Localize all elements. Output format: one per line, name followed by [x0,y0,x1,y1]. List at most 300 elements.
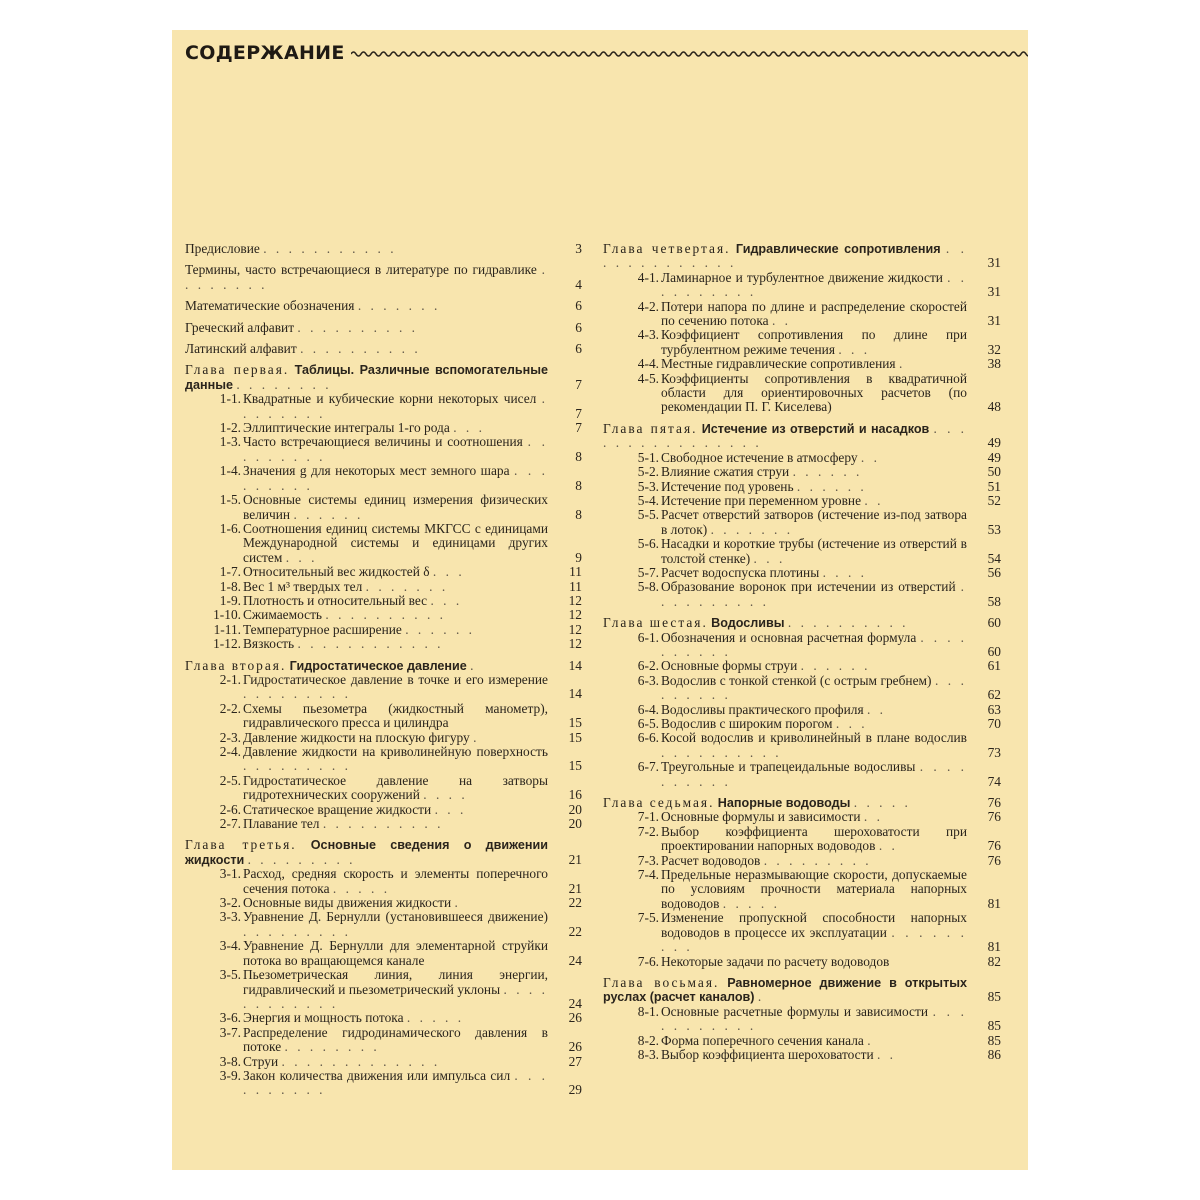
section-number: 6-5. [637,716,659,731]
section-title: Расчет отверстий затворов (истечение из-под затвора в лоток) [661,507,967,537]
section-title: Влияние сжатия струи [661,464,790,480]
toc-entry [185,803,582,817]
dot-leader: . . . . . . . . . . [661,744,782,760]
dot-leader: . . . . [822,564,868,580]
section-number: 7-1. [637,809,659,825]
section-title: Выбор коэффициента шероховатости [661,1046,874,1062]
toc-entry [185,968,582,1011]
page-number: 54 [987,550,1001,566]
dot-leader: . . . . . . . . . . [325,607,446,623]
section-number: 1-8. [219,578,241,594]
page-number: 38 [987,356,1001,372]
chapter-title: Гидравлические сопротивления [735,242,941,256]
toc-entry [603,451,1001,465]
page-number: 7 [575,420,582,436]
toc-entry [185,565,582,579]
page-number: 15 [568,729,582,745]
dot-leader: . . . . . . . . . . [661,759,967,789]
chapter-title: Напорные водоводы [717,796,851,811]
toc-entry [603,480,1001,494]
toc-entry [185,242,582,256]
page-number: 7 [575,376,582,392]
toc-entry [603,508,1001,537]
dot-leader: . [898,356,906,372]
section-title: Расчет водоспуска плотины [661,564,820,580]
dot-leader: . . . . . . . . . . [661,269,967,300]
page-number: 32 [987,341,1001,357]
dot-leader: . . . . . . . . . . [661,629,967,659]
section-number: 1-3. [219,434,241,450]
toc-entry [185,745,582,774]
toc-entry [603,537,1001,566]
toc-entry [603,566,1001,580]
page-number: 8 [575,477,582,493]
section-number: 2-5. [219,772,241,788]
section-title: Расчет водоводов [661,852,761,868]
front-matter-title: Предисловие [185,241,260,256]
page-number: 56 [987,564,1001,580]
toc-entry [185,896,582,910]
page-number: 51 [987,478,1001,494]
section-title: Обозначения и основная расчетная формула [661,629,917,645]
section-title: Водослив с тонкой стенкой (с острым гребнем) [661,672,932,688]
page-number: 8 [575,506,582,522]
section-title: Гидростатическое давление на затворы гидротехнических сооружений [243,772,548,803]
page-number: 86 [987,1046,1001,1062]
toc-entry [603,1048,1001,1062]
section-number: 2-2. [219,700,241,716]
dot-leader: . . [860,449,880,465]
section-number: 1-5. [219,492,241,508]
chapter-title: Равномерное движение в открытых руслах (расчет каналов) [603,975,967,1005]
page-number: 81 [987,939,1001,955]
section-title: Коэффициенты сопротивления в квадратичной области для ориентировочных расчетов (по рекомендации П. Г. Киселева) [661,370,967,415]
section-title: Основные формулы и зависимости [661,809,861,825]
section-title: Плавание тел [243,816,320,832]
toc-entry [603,328,1001,357]
page-number: 22 [568,895,582,911]
page-number: 24 [568,952,582,968]
toc-entry [603,494,1001,508]
page-number: 85 [987,989,1001,1005]
section-title: Сжимаемость [243,607,323,623]
page-number: 11 [569,564,582,580]
toc-entry [603,955,1001,969]
page-number: 31 [987,284,1001,300]
section-number: 1-10. [213,607,241,623]
section-number: 5-7. [637,564,659,580]
section-number: 7-5. [637,910,659,926]
dot-leader: . . . . . . . . . [661,924,967,955]
contents-heading: СОДЕРЖАНИЕ [185,42,345,64]
section-number: 3-7. [219,1024,241,1040]
dot-leader: . . . . . . . . . . . . [243,981,549,1011]
section-title: Основные формы струи [661,658,798,674]
page-number: 6 [575,319,582,335]
dot-leader: . . . [430,592,463,608]
section-title: Косой водослив и криволинейный в плане водослив [661,730,967,746]
toc-entry [185,580,582,594]
dot-leader: . . [878,838,898,854]
toc-entry [185,594,582,608]
toc-chapter-entry [603,616,1001,630]
dot-leader: . . . . . . . . . [243,686,351,702]
page-number: 20 [568,801,582,817]
page-number: 50 [987,464,1001,480]
front-matter-title: Математические обозначения [185,298,355,314]
dot-leader: . . . . . . . . . . . . . [281,1053,441,1069]
page-number: 20 [568,816,582,832]
section-title: Ламинарное и турбулентное движение жидкости [661,269,943,285]
section-title: Водосливы практического профиля [661,701,864,717]
section-number: 5-5. [637,507,659,523]
chapter-label: Глава седьмая. [603,795,715,811]
section-number: 5-2. [637,464,659,480]
section-number: 6-7. [637,759,659,775]
chapter-title: Основные сведения о движении жидкости [185,838,548,867]
section-title: Водослив с широким порогом [661,716,833,731]
chapter-title: Водосливы [711,616,785,631]
toc-entry [603,717,1001,731]
dot-leader: . . . [453,420,485,436]
front-matter-title: Латинский алфавит [185,341,297,357]
section-title: Выбор коэффициента шероховатости при проектировании напорных водоводов [661,823,967,854]
toc-entry [603,465,1001,479]
toc-entry [185,299,582,313]
toc-entry [603,300,1001,329]
toc-chapter-entry [603,976,1001,1005]
dot-leader: . . . . . . . . . [243,923,351,939]
page-number: 60 [987,643,1001,659]
toc-entry [603,760,1001,789]
page-number: 4 [575,276,582,292]
page-number: 3 [575,241,582,256]
page-number: 12 [568,592,582,608]
chapter-title: Гидростатическое давление [289,658,467,673]
section-title: Треугольные и трапецеидальные водосливы [661,759,916,775]
toc-entry [185,939,582,968]
section-title: Часто встречающиеся величины и соотношения [243,434,523,450]
page-number: 31 [987,255,1001,271]
toc-entry [185,522,582,565]
dot-leader: . . . . . . [800,658,871,674]
section-title: Уравнение Д. Бернулли (установившееся движение) [243,909,548,925]
contents-heading-block [185,42,1028,64]
dot-leader: . . . . . . [792,464,863,480]
toc-chapter-entry [603,796,1001,810]
section-title: Относительный вес жидкостей δ [243,564,430,580]
page-number: 85 [987,1032,1001,1048]
toc-entry [185,867,582,896]
dot-leader: . . . . . . . . . . . . [297,636,444,652]
dot-leader: . . . . . . . . . . . [263,241,397,256]
section-title: Основные виды движения жидкости [243,895,452,911]
toc-entry [603,674,1001,703]
section-title: Форма поперечного сечения канала [661,1032,864,1048]
dot-leader: . [473,729,480,745]
page-number: 85 [987,1018,1001,1034]
toc-entry [185,673,582,702]
toc-entry [185,623,582,637]
dot-leader: . [470,657,477,673]
chapter-label: Глава вторая. [185,657,287,673]
toc-entry [603,357,1001,371]
toc-entry [185,1011,582,1025]
chapter-label: Глава шестая. [603,615,708,631]
dot-leader: . . . . . . . . [243,391,549,421]
toc-entry [185,817,582,831]
toc-entry [603,868,1001,911]
dot-leader: . . [866,701,887,717]
page-number: 12 [568,607,582,623]
dot-leader: . . . . . . . . . . . . . [603,241,967,271]
section-number: 2-6. [219,801,241,817]
page-number: 70 [987,716,1001,731]
section-title: Давление жидкости на криволинейную поверхность [243,744,548,759]
section-title: Коэффициент сопротивления по длине при турбулентном режиме течения [661,327,967,357]
section-number: 4-3. [637,327,659,343]
page-number: 26 [568,1039,582,1055]
section-title: Образование воронок при истечении из отверстий [661,579,956,595]
section-title: Местные гидравлические сопротивления [661,356,896,372]
dot-leader: . . [876,1046,897,1062]
page-number: 6 [575,341,582,357]
dot-leader: . . . [753,550,786,566]
section-number: 5-8. [637,579,659,595]
section-number: 1-1. [219,391,241,407]
page-number: 27 [568,1053,582,1069]
section-title: Насадки и короткие трубы (истечение из отверстий в толстой стенке) [661,536,967,566]
page-number: 76 [987,852,1001,868]
toc-entry [603,659,1001,673]
toc-chapter-entry [603,242,1001,271]
dot-leader: . . . . . . . . . [763,852,872,868]
section-number: 8-3. [637,1046,659,1062]
section-number: 3-5. [219,967,241,983]
page-number: 48 [987,399,1001,415]
dot-leader: . . . . . . . [710,521,794,537]
page-number: 15 [568,715,582,731]
section-number: 4-4. [637,356,659,372]
page-number: 15 [568,758,582,774]
dot-leader: . . . . . . . . . [243,463,548,493]
page-number: 82 [987,953,1001,969]
page-number: 21 [568,851,582,867]
toc-entry [603,911,1001,954]
section-number: 8-2. [637,1032,659,1048]
toc-entry [185,1069,582,1098]
section-title: Квадратные и кубические корни некоторых чисел [243,391,537,407]
section-number: 1-11. [213,621,241,637]
section-number: 4-1. [637,269,659,285]
chapter-label: Глава первая. [185,362,290,378]
section-title: Распределение гидродинамического давления в потоке [243,1024,548,1055]
section-number: 3-8. [219,1053,241,1069]
section-number: 7-6. [637,953,659,969]
section-number: 7-2. [637,823,659,839]
chapter-label: Глава пятая. [603,420,698,436]
toc-entry [185,637,582,651]
dot-leader: . . . . . . . . . . [322,816,444,832]
toc-entry [603,731,1001,760]
page-number: 74 [987,773,1001,789]
toc-entry [185,342,582,356]
section-number: 3-6. [219,1010,241,1026]
dot-leader: . . [863,809,883,825]
toc-entry [185,435,582,464]
section-title: Эллиптические интегралы 1-го рода [243,420,450,436]
dot-leader: . . . . . . . . . [661,672,967,703]
section-number: 5-3. [637,478,659,494]
toc-entry [603,810,1001,824]
section-number: 1-4. [219,463,241,479]
section-title: Истечение под уровень [661,478,794,494]
section-number: 1-12. [213,636,241,652]
section-number: 8-1. [637,1003,659,1019]
toc-entry [603,1034,1001,1048]
section-number: 6-1. [637,629,659,645]
page-number: 7 [575,405,582,421]
section-title: Потери напора по длине и распределение скоростей по сечению потока [661,298,967,329]
chapter-label: Глава восьмая. [603,974,720,990]
page-number: 76 [987,795,1001,811]
page-number: 53 [987,521,1001,537]
dot-leader: . . . . . . . . . . [300,341,421,357]
section-number: 1-6. [219,520,241,536]
page-number: 26 [568,1010,582,1026]
section-title: Уравнение Д. Бернулли для элементарной струйки потока во вращающемся канале [243,938,548,968]
page-number: 12 [568,621,582,637]
toc-entry [185,493,582,522]
page-number: 11 [569,578,582,594]
section-title: Вес 1 м³ твердых тел [243,578,363,594]
page-number: 63 [987,701,1001,717]
section-number: 5-1. [637,449,659,465]
toc-entry [185,608,582,622]
toc-entry [185,263,582,292]
dot-leader: . . . [835,716,868,731]
section-number: 3-2. [219,895,241,911]
toc-entry [603,703,1001,717]
page-number: 16 [568,787,582,803]
page-number: 81 [987,895,1001,911]
toc-entry [603,271,1001,300]
dot-leader: . [454,895,461,911]
toc-entry [603,1005,1001,1034]
page-number: 73 [987,744,1001,760]
section-number: 4-2. [637,298,659,314]
wavy-rule-ornament [351,49,1028,59]
book-page [172,30,1028,1170]
dot-leader: . . . . . . . . . . [243,1067,548,1098]
section-number: 2-1. [219,671,241,687]
dot-leader: . . . . . . . . . . [661,579,967,609]
page-number: 31 [987,313,1001,329]
section-number: 1-2. [219,420,241,436]
toc-right-column [603,242,1001,1062]
page-number: 49 [987,435,1001,451]
page-number: 76 [987,838,1001,854]
section-title: Закон количества движения или импульса сил [243,1067,511,1083]
section-title: Истечение при переменном уровне [661,492,862,508]
section-title: Гидростатическое давление в точке и его измерение [243,671,548,687]
page-number: 12 [568,636,582,652]
page-number: 62 [987,687,1001,703]
section-number: 3-9. [219,1067,241,1083]
dot-leader: . [867,1032,874,1048]
toc-entry [603,372,1001,415]
section-title: Предельные неразмывающие скорости, допускаемые по условиям прочности материала напорных водоводов [661,867,967,911]
dot-leader: . . . . . [722,895,780,911]
section-title: Статическое вращение жидкости [243,801,432,817]
toc-entry [185,464,582,493]
toc-entry [185,1055,582,1069]
chapter-title: Истечение из отверстий и насадков [701,421,930,436]
page-number: 58 [987,593,1001,609]
toc-entry [603,854,1001,868]
toc-chapter-entry [603,422,1001,451]
toc-entry [185,731,582,745]
section-title: Изменение пропускной способности напорных водоводов в процессе их эксплуатации [661,910,967,940]
section-title: Основные расчетные формулы и зависимости [661,1003,928,1019]
page-number: 14 [568,686,582,702]
section-title: Расход, средняя скорость и элементы поперечного сечения потока [243,866,548,896]
dot-leader: . . . . . . . . . [243,434,548,464]
page-number: 60 [987,615,1001,631]
toc-left-column [185,242,582,1098]
dot-leader: . . . [285,549,318,565]
section-title: Плотность и относительный вес [243,592,428,608]
toc-entry [185,1026,582,1055]
chapter-label: Глава четвертая. [603,241,731,256]
section-number: 6-3. [637,672,659,688]
dot-leader: . . . [434,801,467,817]
chapter-title: Таблицы. Различные вспомогательные данные [185,363,548,392]
dot-leader: . . . . . [332,880,391,896]
dot-leader: . . . . [423,787,468,803]
dot-leader: . . [864,492,884,508]
section-title: Температурное расширение [243,621,402,637]
section-title: Свободное истечение в атмосферу [661,449,858,465]
section-title: Соотношения единиц системы МКГСС с единицами Международной системы и единицами других систем [243,520,548,565]
page-number: 9 [575,549,582,565]
section-number: 5-6. [637,536,659,552]
dot-leader: . . . [432,564,465,580]
section-title: Вязкость [243,636,295,652]
chapter-label: Глава третья. [185,837,297,853]
page-number: 24 [568,995,582,1011]
toc-chapter-entry [185,363,582,392]
page-number: 8 [575,448,582,464]
dot-leader: . . . . . . . . . . [297,319,419,335]
section-title: Схемы пьезометра (жидкостный манометр), гидравлического пресса и цилиндра [243,700,548,731]
front-matter-title: Термины, часто встречающиеся в литературе по гидравлике [185,262,537,278]
dot-leader: . . . . . . [796,478,867,494]
page-number: 52 [987,492,1001,508]
toc-entry [185,392,582,421]
dot-leader: . . . . . . . . [185,262,548,292]
dot-leader: . . . . . . . . . . . . . . . . [603,420,967,451]
section-title: Значения g для некоторых мест земного шара [243,463,510,479]
dot-leader: . . . . . . . [365,578,449,594]
page-number: 76 [987,809,1001,825]
section-number: 1-7. [219,564,241,580]
toc-entry [185,702,582,731]
section-number: 2-7. [219,816,241,832]
front-matter-title: Греческий алфавит [185,319,295,335]
dot-leader: . [757,989,765,1005]
toc-chapter-entry [185,838,582,867]
